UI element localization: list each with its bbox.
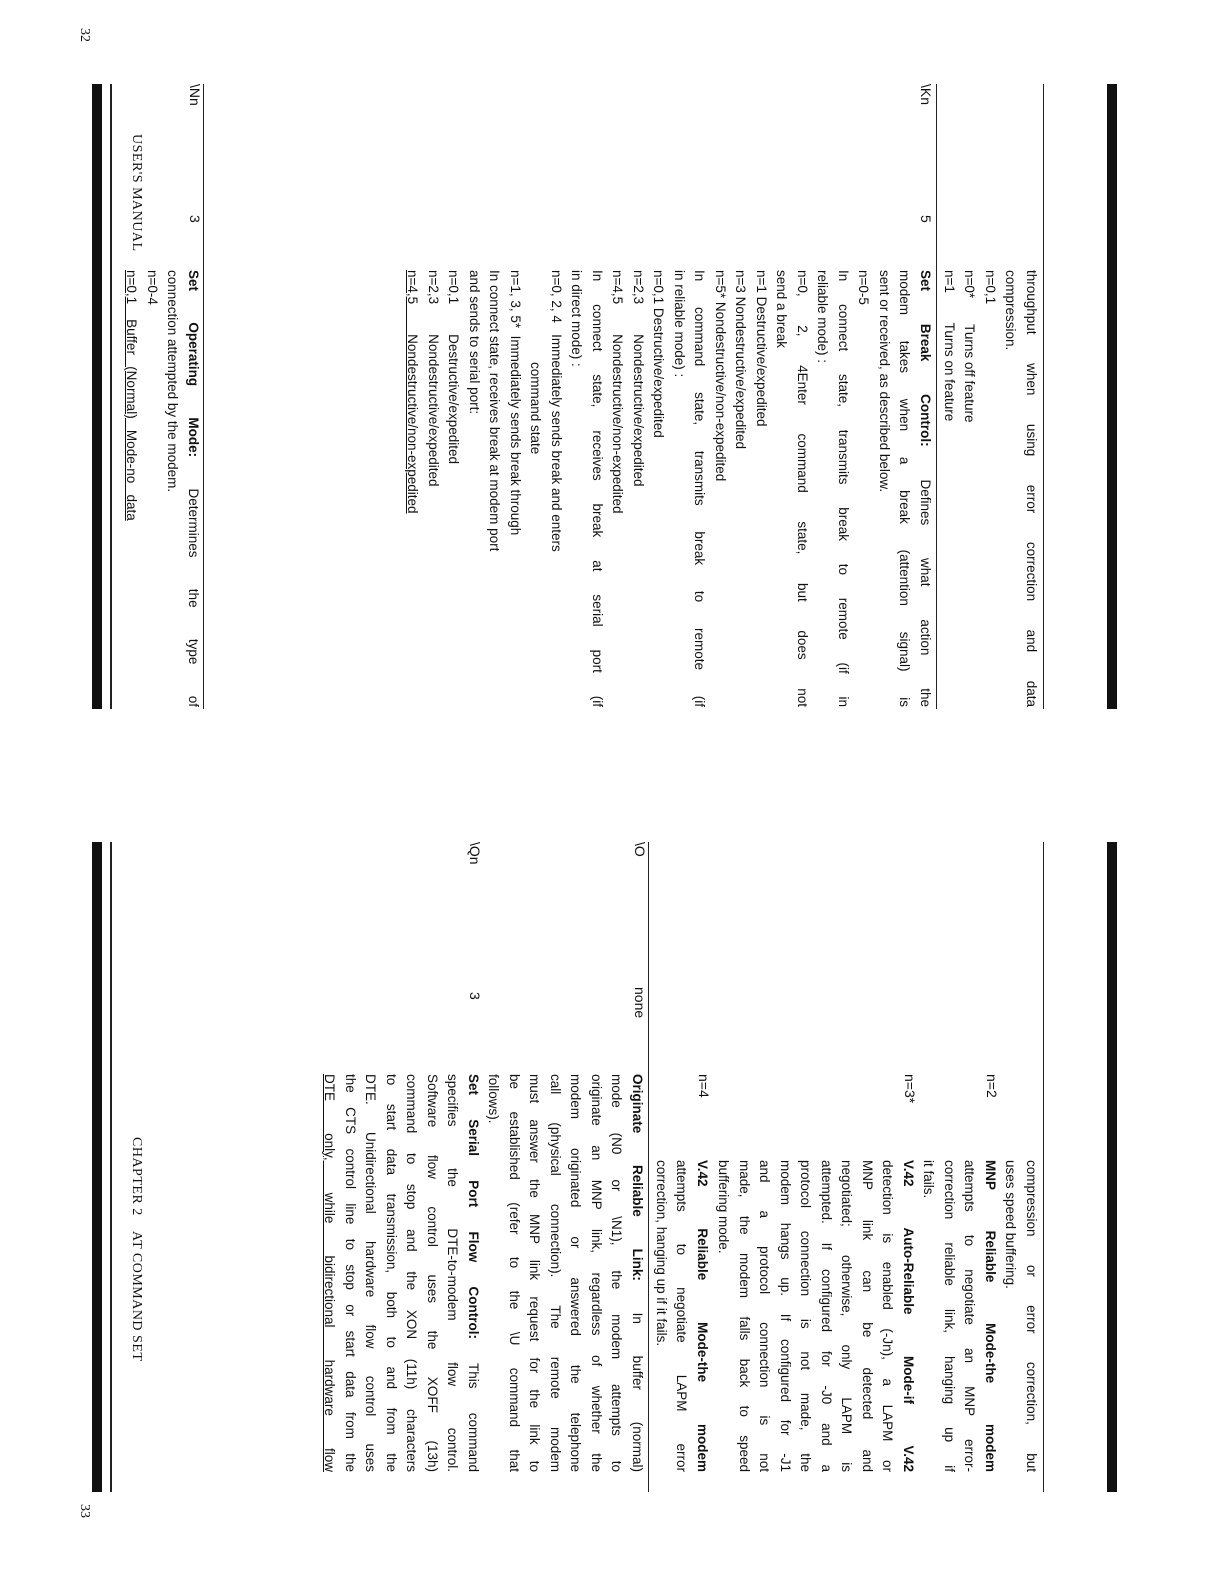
option-line: detection is enabled (-Jn), a LAPM or — [880, 1160, 896, 1472]
kn-line: n=3 Nondestructive/expedited — [733, 270, 749, 449]
o-line: call (physical connection). The remote modem — [548, 1074, 563, 1472]
option-line: MNP Reliable Mode-the modem — [983, 1160, 998, 1472]
kn-line: modem takes when a break (attention signal) is — [897, 270, 913, 707]
option-line: and a protocol connection is not — [757, 1160, 773, 1472]
intro-line: n=0,1 — [983, 270, 998, 305]
option-line: made, the modem falls back to speed — [737, 1160, 752, 1472]
bottom-rule — [110, 84, 112, 709]
kn-line: in reliable mode) : — [672, 270, 687, 378]
o-line: originate an MNP link, regardless of whether the — [589, 1074, 604, 1472]
nn-description — [121, 270, 203, 707]
option-line: V.42 Reliable Mode-the modem — [695, 1160, 710, 1472]
option-line: buffering mode. — [716, 1160, 732, 1254]
nn-line: n=0,1 Buffer (Normal) Mode-no data — [124, 270, 140, 521]
option-line: correction reliable link, hanging up if — [942, 1160, 957, 1472]
kn-line: command state — [528, 362, 544, 455]
o-title: Originate Reliable Link: — [630, 1074, 645, 1281]
kn-line: and sends to serial port: — [467, 270, 482, 415]
command-o: \O — [632, 842, 648, 857]
page-number: 32 — [77, 28, 92, 42]
nn-line: Determines the type of — [186, 488, 201, 707]
kn-line: reliable mode) : — [815, 270, 831, 364]
nn-line: n=0-4 — [145, 270, 160, 305]
kn-line: n=0,1 Destructive/expedited — [446, 270, 462, 464]
running-footer: USER'S MANUAL — [129, 134, 144, 252]
option-line: MNP link can be detected and — [860, 1160, 875, 1472]
command-nn: \Nn — [187, 84, 203, 106]
o-line: follows). — [486, 1074, 502, 1124]
qn-line: to start data transmission, both to and from the — [384, 1074, 399, 1472]
option-n2-label: n=2 — [984, 1074, 1000, 1098]
option-n3-text — [713, 1160, 918, 1472]
qn-line: DTE. Unidirectional hardware flow control uses — [363, 1074, 379, 1472]
kn-title: Set Break Control: — [918, 270, 933, 447]
qn-line: the CTS control line to stop or start data from the — [343, 1074, 358, 1472]
kn-line: In connect state, receives break at modem port — [487, 270, 503, 552]
footer-bar — [92, 84, 102, 709]
qn-line: specifies the DTE-to-modem flow control. — [445, 1074, 461, 1472]
option-line: attempted. If configured for -J0 and a — [819, 1160, 834, 1472]
kn-line: n=4,5 Nondestructive/non-expedited — [405, 270, 421, 514]
option-n4-label: n=4 — [696, 1074, 712, 1098]
footer-bar — [92, 842, 102, 1492]
command-qn: \Qn — [467, 842, 483, 865]
default-qn: 3 — [467, 992, 483, 1000]
o-line: mode (N0 or \N1), the modem attempts to — [609, 1074, 625, 1472]
kn-line: n=1 Destructive/expedited — [754, 270, 769, 427]
bottom-rule — [110, 842, 112, 1492]
intro-line: n=0* Turns off feature — [962, 270, 978, 423]
kn-line: in direct mode) : — [569, 270, 585, 367]
top-rule — [1043, 842, 1044, 1492]
kn-line: n=0, 2, 4 Immediately sends break and enters — [549, 270, 564, 552]
o-line: must answer the MNP link request for the link to — [527, 1074, 543, 1472]
command-kn: \Kn — [918, 84, 934, 106]
nn-title: Set Operating Mode: — [186, 270, 201, 458]
kn-line: sent or received, as described below. — [877, 270, 892, 493]
intro-block — [1000, 1160, 1041, 1472]
kn-line: In connect state, receives break at serial port (if — [590, 270, 605, 707]
intro-line: n=1 Turns on feature — [942, 270, 957, 422]
kn-line: send a break — [774, 270, 790, 349]
kn-line: Defines what action the — [918, 479, 933, 707]
option-line: protocol connection is not made, the — [798, 1160, 814, 1472]
page-number: 33 — [77, 1504, 92, 1518]
section-rule — [936, 84, 937, 709]
kn-line: n=0-5 — [856, 270, 872, 305]
kn-line: In connect state, transmits break to remote (if in — [836, 270, 851, 707]
nn-line: connection attempted by the modem. — [165, 270, 181, 493]
kn-line: n=0,1 Destructive/expedited — [651, 270, 667, 438]
kn-line: n=0, 2, 4Enter command state, but does not — [795, 270, 810, 707]
section-rule — [203, 84, 204, 709]
intro-line: uses speed buffering. — [1003, 1160, 1019, 1289]
intro-line: throughput when using error correction and data — [1024, 270, 1039, 707]
header-bar — [1107, 842, 1117, 1492]
header-bar — [1107, 84, 1117, 709]
option-line: attempts to negotiate an MNP error- — [962, 1160, 978, 1472]
option-line: correction, hanging up if it fails. — [654, 1160, 669, 1347]
default-kn: 5 — [918, 215, 934, 223]
section-rule — [648, 842, 649, 1492]
qn-line: This command — [466, 1362, 481, 1473]
kn-line: n=5* Nondestructive/non-expedited — [713, 270, 728, 482]
option-line: negotiated; otherwise, only LAPM is — [839, 1160, 855, 1472]
qn-line: DTE only, while bidirectional hardware flow — [322, 1074, 338, 1472]
kn-line: n=4,5 Nondestructive/non-expedited — [610, 270, 626, 514]
qn-line: Software flow control uses the XOFF (13h) — [425, 1074, 440, 1472]
intro-line: compression or error correction, but — [1024, 1160, 1039, 1472]
qn-line: command to stop and the XON (11h) characters — [404, 1074, 420, 1472]
right-page — [0, 792, 1224, 1584]
running-footer: CHAPTER 2 AT COMMAND SET — [129, 1137, 144, 1362]
default-nn: 3 — [187, 215, 203, 223]
option-n2-text — [918, 1160, 1000, 1472]
kn-line: In command state, transmits break to remote (if — [692, 270, 708, 707]
kn-line: n=2,3 Nondestructive/expedited — [631, 270, 646, 487]
option-line: it fails. — [921, 1160, 937, 1199]
option-line: attempts to negotiate LAPM error — [674, 1160, 690, 1472]
kn-description — [402, 270, 935, 707]
option-line: V.42 Auto-Reliable Mode-if V.42 — [901, 1160, 916, 1472]
qn-title: Set Serial Port Flow Control: — [466, 1074, 481, 1339]
intro-line: compression. — [1003, 270, 1019, 351]
o-line: be established (refer to the \U command that — [507, 1074, 522, 1472]
option-n4-text — [651, 1160, 713, 1472]
intro-block — [939, 270, 1042, 707]
default-o: none — [632, 987, 648, 1019]
top-rule — [1043, 84, 1044, 709]
qn-description — [319, 1074, 483, 1472]
kn-line: n=1, 3, 5* Immediately sends break through — [508, 270, 523, 536]
option-n3-label: n=3* — [902, 1074, 918, 1104]
o-line: modem originated or answered the telephone — [568, 1074, 584, 1472]
o-description — [483, 1074, 647, 1472]
o-line: In buffer (normal) — [630, 1312, 645, 1472]
option-line: modem hangs up. If configured for -J1 — [778, 1160, 793, 1472]
kn-line: n=2,3 Nondestructive/expedited — [426, 270, 441, 487]
